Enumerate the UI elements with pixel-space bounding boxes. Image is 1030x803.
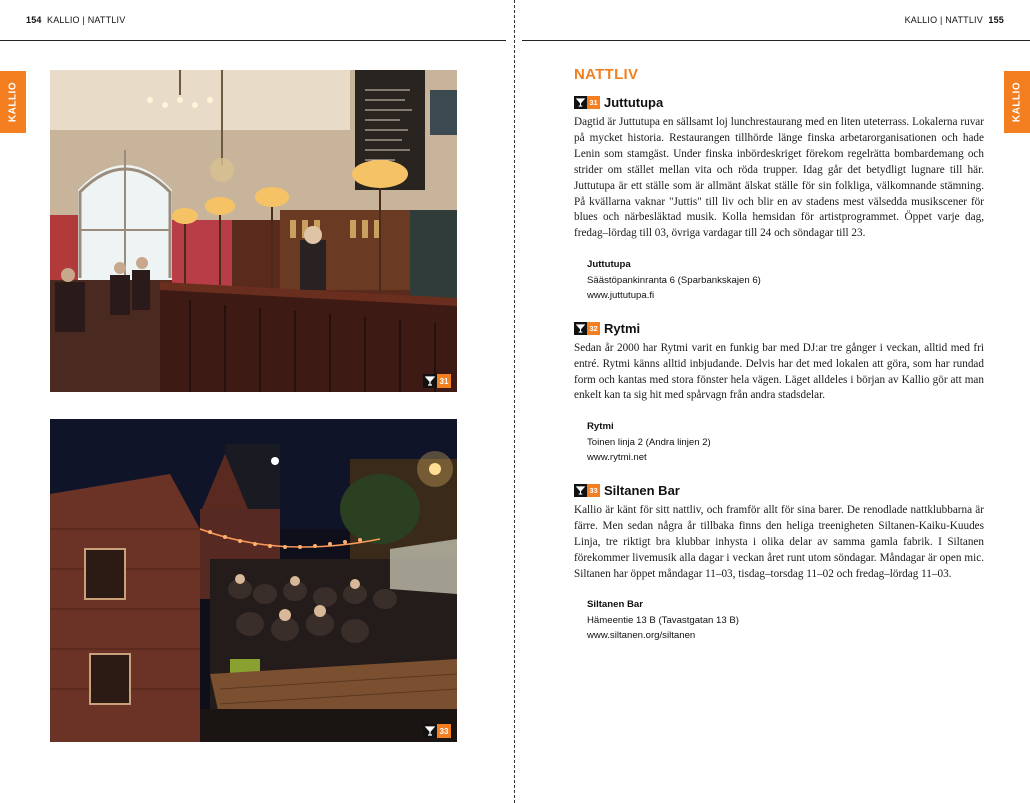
cocktail-glass-icon: [574, 96, 587, 109]
venue-entry: [574, 95, 984, 304]
right-header-section: KALLIO | NATTLIV: [904, 15, 983, 25]
venue-heading: [574, 321, 984, 336]
right-header-rule: [522, 40, 1030, 41]
night-courtyard-illustration: [50, 419, 457, 742]
night-courtyard-photo: [50, 419, 457, 742]
info-address: Toinen linja 2 (Andra linjen 2): [587, 436, 711, 448]
cocktail-glass-icon: [423, 374, 437, 388]
photo-badge: [423, 724, 451, 738]
info-website-link[interactable]: www.siltanen.org/siltanen: [587, 630, 696, 642]
section-title: NATTLIV: [574, 66, 639, 83]
venue-entry: [574, 483, 984, 644]
info-name: Rytmi: [587, 421, 614, 433]
venue-description: Sedan år 2000 har Rytmi varit en funkig bar med DJ:ar tre gånger i veckan, alltid med fri entré. Rytmi känns alltid inbjudande. Delvis har det med lokalen att göra, som har rundad form och kantas med stora fönster hela vägen. Läget alldeles i början av Kallio gör att man enkelt kan ta sig hit med spårvagn från andra stadsdelar.: [574, 341, 984, 402]
info-website-link[interactable]: www.rytmi.net: [587, 452, 647, 464]
venue-info: [587, 257, 984, 304]
venue-name: Siltanen Bar: [604, 482, 680, 498]
venue-description: Kallio är känt för sitt nattliv, och framför allt för sina barer. De renodlade nattklubbarna är färre. Men sedan några år tillbaka finns den heliga treenigheten Siltanen-Kaiku-Kuudes Linja, tre riktigt bra klubbar inhysta i olika delar av samma gamla fabrik. I Siltanen förekommer livemusik alla dagar i veckan året runt utom söndagar. Måndagar är open mic. Siltanen har öppet måndagar 11–03, tisdag–torsdag 11–02 och fredag–lördag 11–03.: [574, 503, 984, 580]
info-website-link[interactable]: www.juttutupa.fi: [587, 290, 655, 302]
venue-info: [587, 597, 984, 644]
venue-number: 32: [587, 322, 600, 335]
info-address: Säästöpankinranta 6 (Sparbankskajen 6): [587, 274, 761, 286]
cocktail-glass-icon: [423, 724, 437, 738]
right-side-tab: KALLIO: [1004, 71, 1030, 133]
right-page-header: [905, 15, 1004, 25]
venue-info: [587, 419, 984, 466]
venue-marker: [574, 322, 600, 335]
left-side-tab: KALLIO: [0, 71, 26, 133]
left-page-number: 154: [26, 15, 42, 25]
badge-number: 33: [437, 724, 451, 738]
left-page-header: [26, 15, 125, 25]
cocktail-glass-icon: [574, 322, 587, 335]
venue-marker: [574, 96, 600, 109]
photo-badge: [423, 374, 451, 388]
venue-heading: [574, 483, 984, 498]
venue-number: 31: [587, 96, 600, 109]
venue-entry: [574, 321, 984, 466]
right-page-number: 155: [988, 15, 1004, 25]
info-name: Siltanen Bar: [587, 599, 643, 611]
info-name: Juttutupa: [587, 259, 631, 271]
bar-interior-photo: [50, 70, 457, 392]
venue-number: 33: [587, 484, 600, 497]
venue-marker: [574, 484, 600, 497]
left-header-section: KALLIO | NATTLIV: [47, 15, 126, 25]
venue-name: Juttutupa: [604, 95, 664, 110]
badge-number: 31: [437, 374, 451, 388]
info-address: Hämeentie 13 B (Tavastgatan 13 B): [587, 614, 739, 626]
left-header-rule: [0, 40, 506, 41]
venue-name: Rytmi: [604, 320, 641, 336]
right-page-content: [574, 66, 984, 661]
page-spine-divider: [514, 0, 515, 803]
cocktail-glass-icon: [574, 484, 587, 497]
venue-description: Dagtid är Juttutupa en sällsamt loj lunchrestaurang med en liten uteterrass. Lokalerna ruvar på mycket historia. Restaurangen tillhörde länge finska arbetarorganisationen och hade Lenin som stamgäst. Under finska inbördeskriget förekom regelrätta bombardemang och strider om stället mellan vita och röda trupper. Idag går det betydligt lugnare till här. Juttutupa är ett ställe som är allmänt älskat ställe för sin folkliga, välkomnande stämning. På kvällarna vaknar "Juttis" till liv och blir en av stadens mest välsedda musikscener för blues och närbesläktad musik. Kolla hemsidan för artistprogrammet. Öppet varje dag, fredag–lördag till 03, övriga vardagar till 24 och söndagar till 23.: [574, 116, 984, 240]
venue-heading: [574, 95, 984, 110]
bar-interior-illustration: [50, 70, 457, 392]
